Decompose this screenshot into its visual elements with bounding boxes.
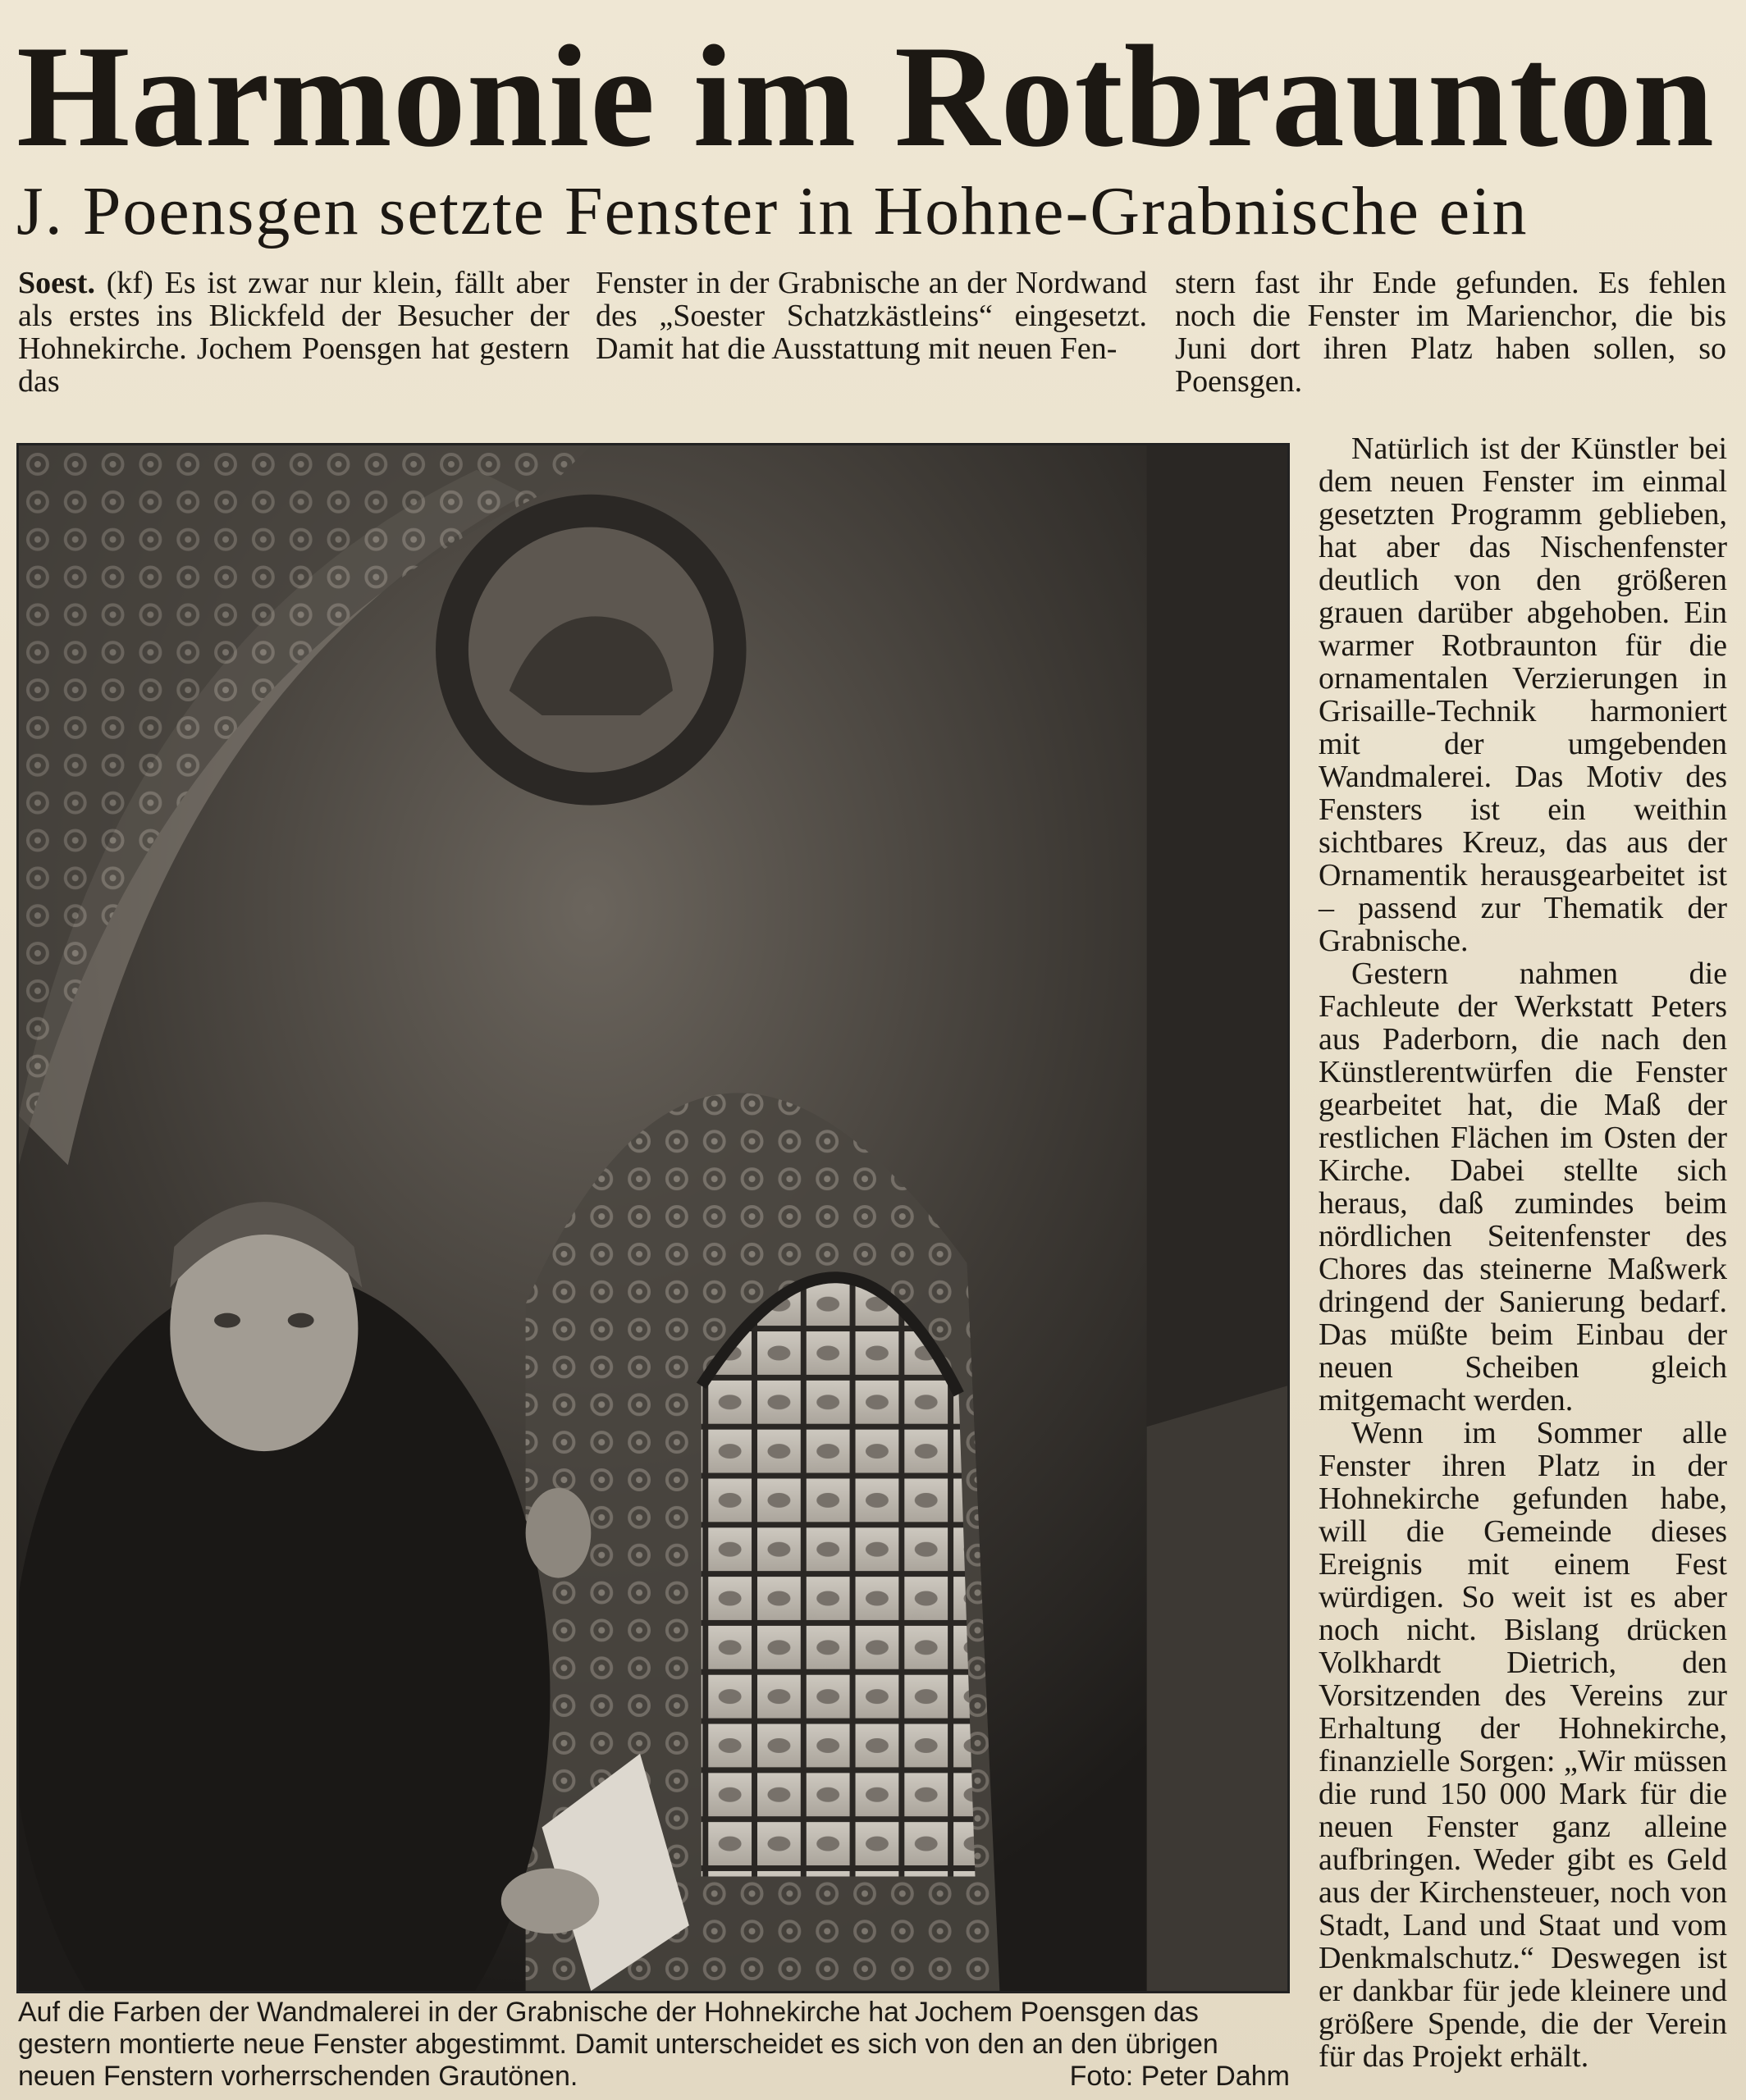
- article-photo: [16, 443, 1290, 1993]
- photo-caption: [18, 1997, 1290, 2093]
- article-side-column: [1319, 432, 1727, 2073]
- body-paragraph-3: Wenn im Sommer alle Fenster ihren Platz in der Hohnekirche gefunden habe, will die Gemeinde dieses Ereignis mit einem Fest würdigen. So weit ist es aber noch nicht. Bislang drücken Volkhardt Dietrich, den Vorsitzenden des Vereins zur Erhaltung der Hohnekirche, finanzielle Sorgen: „Wir müssen die rund 150 000 Mark für die neuen Fenster ganz alleine aufbringen. Weder gibt es Geld aus der Kirchensteuer, noch von Stadt, Land und Staat und vom Denkmalschutz.“ Deswegen ist er dankbar für jede kleinere und größere Spende, die der Verein für das Projekt erhält.: [1319, 1416, 1727, 2074]
- article-column-1: [18, 267, 569, 398]
- caption-text: Auf die Farben der Wandmalerei in der Grabnische der Hohnekirche hat Jochem Poensgen das gestern montierte neue Fenster abgestimmt. Damit unterscheidet es sich von den an den übrigen neuen Fenstern vorherrschenden Grautönen.: [18, 1997, 1218, 2092]
- photo-credit: Foto: Peter Dahm: [1069, 2061, 1290, 2092]
- column-2-text: Fenster in der Grabnische an der Nordwand des „Soester Schatzkästleins“ eingesetzt. Damit hat die Ausstattung mit neuen Fen-: [596, 266, 1147, 366]
- intro-paragraph: [18, 267, 569, 398]
- article-column-2: [596, 267, 1147, 365]
- column-3-text: stern fast ihr Ende gefunden. Es fehlen noch die Fenster im Marienchor, die bis Juni dort ihren Platz haben sollen, so Poensgen.: [1175, 266, 1726, 399]
- body-paragraph-1: Natürlich ist der Künstler bei dem neuen Fenster im einmal gesetzten Programm geblieben, hat aber das Nischenfenster deutlich von den größeren grauen darüber abgehoben. Ein warmer Rotbraunton für die ornamentalen Verzierungen in Grisaille-Technik harmoniert mit der umgebenden Wandmalerei. Das Motiv des Fensters ist ein weithin sichtbares Kreuz, das aus der Ornamentik herausgearbeitet ist – passend zur Thematik der Grabnische.: [1319, 431, 1727, 958]
- headline: Harmonie im Rotbraunton: [16, 15, 1715, 177]
- church-niche-photo: [19, 445, 1287, 1991]
- subheadline: J. Poensgen setzte Fenster in Hohne-Grabnische ein: [16, 173, 1529, 249]
- dateline: Soest.: [18, 266, 95, 300]
- intro-text: (kf) Es ist zwar nur klein, fällt aber als erstes ins Blickfeld der Besucher der Hohnekirche. Jochem Poensgen hat gestern das: [18, 266, 569, 399]
- body-paragraph-2: Gestern nahmen die Fachleute der Werkstatt Peters aus Paderborn, die nach den Künstlerentwürfen die Fenster gearbeitet hat, die Maß der restlichen Flächen im Osten der Kirche. Dabei stellte sich heraus, daß zumindes beim nördlichen Seitenfenster des Chores das steinerne Maßwerk dringend der Sanierung bedarf. Das müßte beim Einbau der neuen Scheiben gleich mitgemacht werden.: [1319, 956, 1727, 1418]
- article-column-3: [1175, 267, 1726, 398]
